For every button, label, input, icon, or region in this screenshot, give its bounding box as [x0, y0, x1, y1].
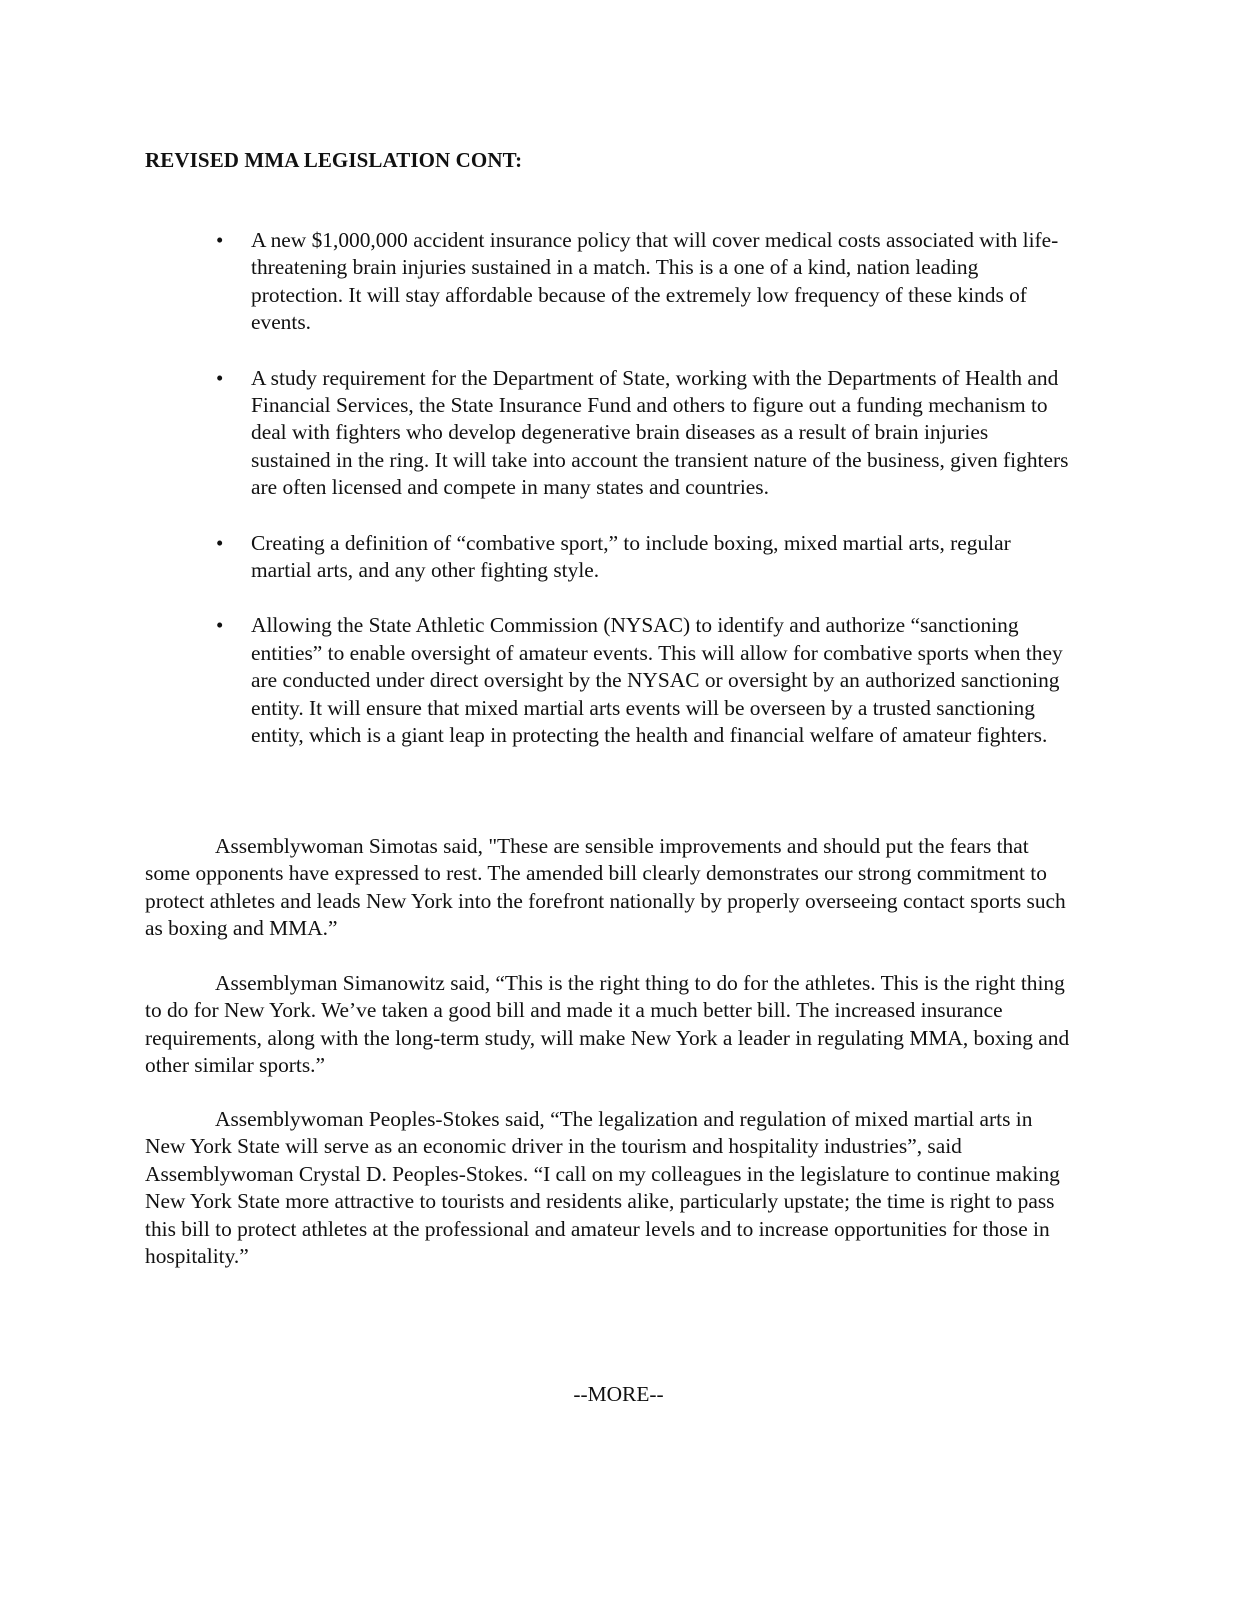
bullet-icon: •: [216, 530, 224, 555]
paragraph-peoples-stokes-quote: Assemblywoman Peoples-Stokes said, “The legalization and regulation of mixed martial arts in New York State will serve as an economic driver in the tourism and hospitality industries”, said Assemblywoman Crystal D. Peoples-Stokes. “I call on my colleagues in the legislature to continue making New York State more attractive to tourists and residents alike, particularly upstate; the time is right to pass this bill to protect athletes at the professional and amateur levels and to increase opportunities for those in hospitality.”: [145, 1107, 1060, 1269]
bullet-item-sanctioning-entities: [0, 612, 1071, 749]
bullet-item-insurance-policy: [0, 227, 1071, 337]
bullet-item-combative-sport-definition: [0, 530, 1071, 585]
bullet-list: [0, 227, 1237, 778]
bullet-icon: •: [216, 613, 224, 638]
paragraph-simotas-quote: Assemblywoman Simotas said, "These are sensible improvements and should put the fears that some opponents have expressed to rest. The amended bill clearly demonstrates our strong commitment to protect athletes and leads New York into the forefront nationally by properly overseeing contact sports such as boxing and MMA.”: [145, 834, 1066, 941]
bullet-text: A new $1,000,000 accident insurance policy that will cover medical costs associated with life-threatening brain injuries sustained in a match. This is a one of a kind, nation leading protection. It will stay affordable because of the extremely low frequency of these kinds of events.: [251, 228, 1059, 335]
page-heading: REVISED MMA LEGISLATION CONT:: [145, 148, 523, 172]
bullet-text: A study requirement for the Department of State, working with the Departments of Health and Financial Services, the State Insurance Fund and others to figure out a funding mechanism to deal with fighters who develop degenerative brain diseases as a result of brain injuries sustained in the ring. It will take into account the transient nature of the business, given fighters are often licensed and compete in many states and countries.: [251, 365, 1069, 500]
more-footer: --MORE--: [573, 1382, 664, 1406]
paragraph-simanowitz-quote: Assemblyman Simanowitz said, “This is the right thing to do for the athletes. This is the right thing to do for New York. We’ve taken a good bill and made it a much better bill. The increased insurance requirements, along with the long-term study, will make New York a leader in regulating MMA, boxing and other similar sports.”: [145, 971, 1070, 1078]
bullet-item-study-requirement: [0, 365, 1071, 502]
bullet-text: Allowing the State Athletic Commission (NYSAC) to identify and authorize “sanctioning entities” to enable oversight of amateur events. This will allow for combative sports when they are conducted under direct oversight by the NYSAC or oversight by an authorized sanctioning entity. It will ensure that mixed martial arts events will be overseen by a trusted sanctioning entity, which is a giant leap in protecting the health and financial welfare of amateur fighters.: [251, 613, 1063, 748]
bullet-text: Creating a definition of “combative sport,” to include boxing, mixed martial arts, regular martial arts, and any other fighting style.: [251, 530, 1011, 583]
bullet-icon: •: [216, 365, 224, 390]
bullet-icon: •: [216, 228, 224, 252]
